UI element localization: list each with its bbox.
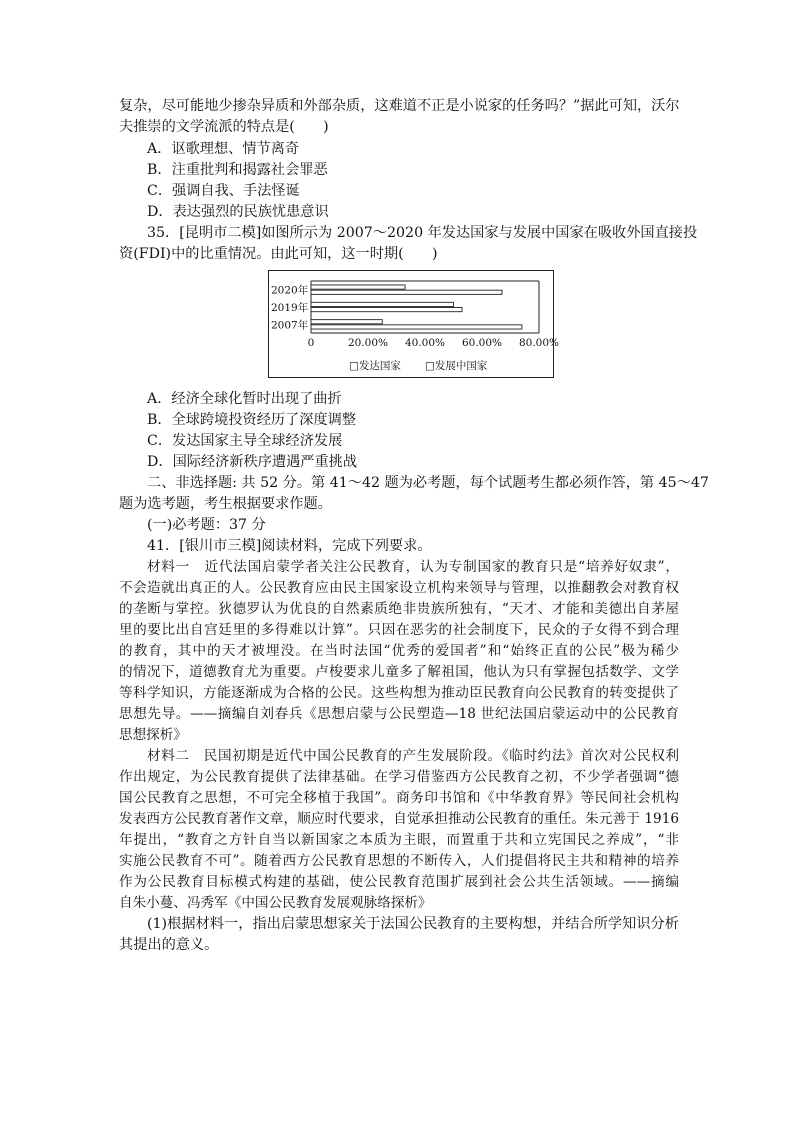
legend-entry: □发达国家 <box>349 360 401 372</box>
q41-part1-line-2: 其提出的意义。 <box>119 937 219 953</box>
q34-option-d: D．表达强烈的民族忧患意识 <box>147 204 329 220</box>
q35-stem-line-1: 35．[昆明市二模]如图所示为 2007～2020 年发达国家与发展中国家在吸收外国直接投 <box>147 225 698 241</box>
q35-option-a: A．经济全球化暂时出现了曲折 <box>147 391 342 407</box>
y-tick-label: 2007年 <box>271 319 309 332</box>
fdi-bar-chart-svg <box>269 271 560 377</box>
material2-line-2: 作出规定，为公民教育提供了法律基础。在学习借鉴西方公民教育之初，不少学者强调“德 <box>119 769 679 785</box>
bar-developing <box>311 325 522 329</box>
bar-developing <box>311 290 502 294</box>
q34-option-b: B．注重批判和揭露社会罪恶 <box>147 162 328 178</box>
q34-option-c: C．强调自我、手法怪诞 <box>147 183 300 199</box>
material1-line-3: 的垄断与掌控。狄德罗认为优良的自然素质绝非贵族所独有，“天才、才能和美德出自茅屋 <box>119 601 679 617</box>
required-questions-heading: (一)必考题：37 分 <box>147 517 266 533</box>
q34-stem-line-2: 夫推崇的文学流派的特点是( ) <box>119 119 329 135</box>
material1-line-6: 的情况下，道德教育尤为重要。卢梭要求儿童多了解祖国，他认为只有掌握包括数学、文学 <box>119 664 679 680</box>
y-tick-label: 2019年 <box>271 302 309 314</box>
material1-line-1: 材料一 近代法国启蒙学者关注公民教育，认为专制国家的教育只是“培养好奴隶”， <box>147 559 679 575</box>
q41-title: 41．[银川市三模]阅读材料，完成下列要求。 <box>147 538 432 554</box>
x-tick-label: 40.00% <box>404 337 446 349</box>
legend-entry: □发展中国家 <box>425 360 488 372</box>
q35-option-b: B．全球跨境投资经历了深度调整 <box>147 412 357 428</box>
bar-developed <box>311 320 382 324</box>
bar-developing <box>311 308 462 312</box>
material1-line-9: 思想探析》 <box>119 727 187 743</box>
material2-line-4: 发表西方公民教育著作文章，顺应时代要求，自觉承担推动公民教育的重任。朱元善于 1916 <box>119 811 679 827</box>
material1-line-2: 不会造就出真正的人。公民教育应由民主国家设立机构来领导与管理，以推翻教会对教育权 <box>119 580 679 596</box>
material2-line-5: 年提出，“教育之方针自当以新国家之本质为主眼，而置重于共和立宪国民之养成”，“非 <box>119 832 679 848</box>
material2-line-7: 作为公民教育目标模式构建的基础，使公民教育范围扩展到社会公共生活领域。——摘编 <box>119 874 679 890</box>
bar-developed <box>311 302 454 306</box>
x-tick-label: 0 <box>307 337 315 349</box>
x-tick-label: 80.00% <box>518 337 560 349</box>
material2-line-6: 实施公民教育不可”。随着西方公民教育思想的不断传入，人们提倡将民主共和精神的培养 <box>119 853 679 869</box>
q35-stem-line-2: 资(FDI)中的比重情况。由此可知，这一时期( ) <box>119 246 438 262</box>
q41-part1-line-1: (1)根据材料一，指出启蒙思想家关于法国公民教育的主要构想，并结合所学知识分析 <box>147 916 679 932</box>
q35-option-c: C．发达国家主导全球经济发展 <box>147 433 343 449</box>
x-tick-label: 60.00% <box>461 337 503 349</box>
q34-stem-line-1: 复杂，尽可能地少掺杂异质和外部杂质，这难道不正是小说家的任务吗？”据此可知，沃尔 <box>119 98 680 114</box>
material1-line-7: 等科学知识，方能逐渐成为合格的公民。这些构想为推动臣民教育向公民教育的转变提供了 <box>119 685 679 701</box>
x-tick-label: 20.00% <box>347 337 389 349</box>
material1-line-4: 里的要比出自宫廷里的多得难以计算”。只因在恶劣的社会制度下，民众的子女得不到合理 <box>119 622 679 638</box>
material1-line-5: 的教育，其中的天才被埋没。在当时法国“优秀的爱国者”和“始终正直的公民”极为稀少 <box>119 643 679 659</box>
q34-option-a: A．讴歌理想、情节离奇 <box>147 141 300 157</box>
fdi-share-chart <box>268 270 560 378</box>
section2-intro-line-2: 题为选考题，考生根据要求作题。 <box>119 496 332 512</box>
material1-line-8: 思想先导。——摘编自刘春兵《思想启蒙与公民塑造—18 世纪法国启蒙运动中的公民教育 <box>119 706 679 722</box>
material2-line-8: 自朱小蔓、冯秀军《中国公民教育发展观脉络探析》 <box>119 895 432 911</box>
bar-developed <box>311 285 405 289</box>
q35-option-d: D．国际经济新秩序遭遇严重挑战 <box>147 454 358 470</box>
y-tick-label: 2020年 <box>271 284 309 297</box>
material2-line-3: 国公民教育之思想，不可完全移植于我国”。商务印书馆和《中华教育界》等民间社会机构 <box>119 790 679 806</box>
material2-line-1: 材料二 民国初期是近代中国公民教育的产生发展阶段。《临时约法》首次对公民权利 <box>147 748 679 764</box>
section2-intro-line-1: 二、非选择题: 共 52 分。第 41～42 题为必考题，每个试题考生都必须作答，第 45～47 <box>147 475 709 491</box>
